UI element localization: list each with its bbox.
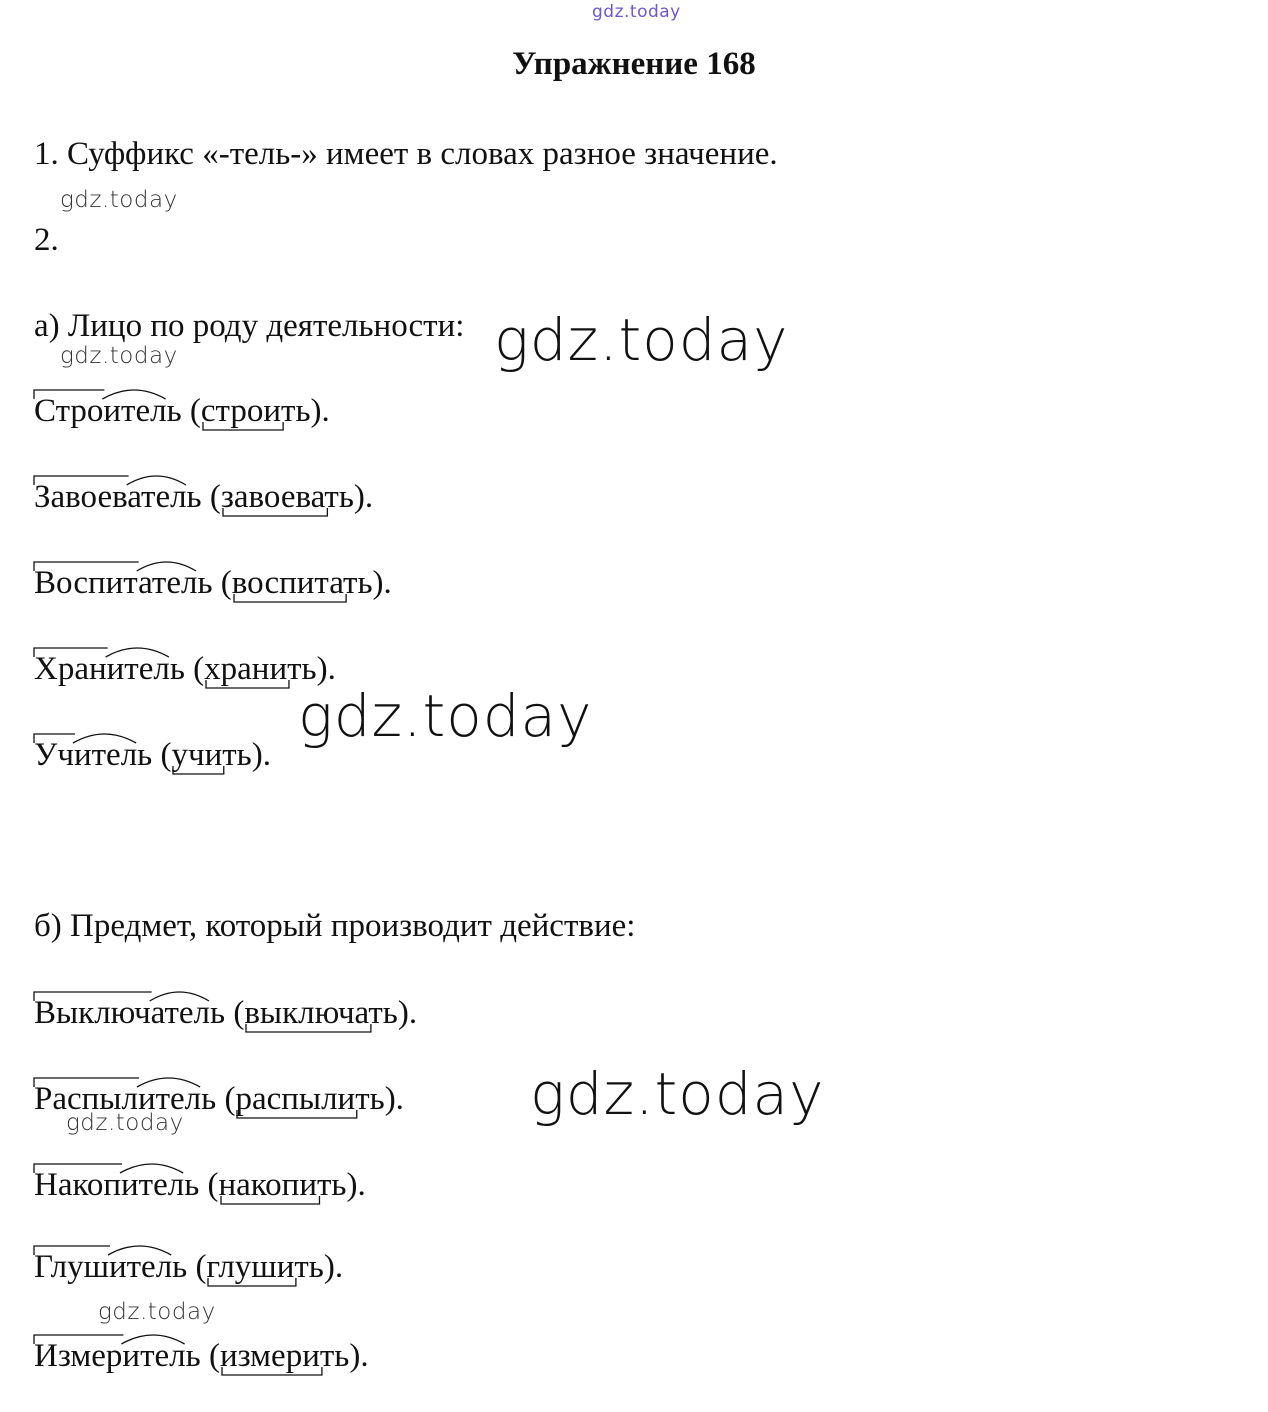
punctuation: ). bbox=[384, 1081, 404, 1117]
word-analysis-row bbox=[34, 1081, 404, 1118]
base-word-text: завоевать bbox=[220, 479, 354, 515]
derived-word-text: Завоеватель bbox=[34, 479, 202, 515]
derived-word bbox=[34, 565, 213, 602]
derived-word-text: Глушитель bbox=[34, 1249, 188, 1285]
base-word-group: (измерить ). bbox=[209, 1338, 369, 1375]
derived-word-text: Воспитатель bbox=[34, 565, 213, 601]
base-word bbox=[219, 1167, 347, 1203]
page-title: Упражнение 168 bbox=[512, 46, 756, 82]
watermark-large: gdz.today bbox=[298, 682, 593, 750]
derived-word-text: Хранитель bbox=[34, 651, 185, 687]
base-word-text: накопить bbox=[218, 1167, 347, 1203]
derived-word-text: Учитель bbox=[34, 737, 153, 773]
watermark-top: gdz.today bbox=[592, 2, 681, 22]
base-word-group: (распылить ). bbox=[224, 1081, 403, 1118]
derived-word bbox=[34, 1249, 187, 1286]
derived-word-text: Накопитель bbox=[34, 1167, 200, 1203]
watermark-small: gdz.today bbox=[98, 1299, 216, 1325]
word-analysis-row bbox=[34, 737, 271, 774]
base-word-group: (выключать ). bbox=[233, 995, 417, 1032]
derived-word bbox=[34, 995, 225, 1032]
punctuation: ). bbox=[316, 651, 336, 687]
base-word-text: строить bbox=[200, 393, 311, 429]
group-b-heading: б) Предмет, который производит действие: bbox=[34, 908, 636, 944]
word-analysis-row bbox=[34, 1167, 366, 1204]
base-word bbox=[201, 393, 311, 429]
base-word-group: (строить ). bbox=[190, 393, 330, 430]
base-word-group: (хранить ). bbox=[193, 651, 336, 688]
watermark-small: gdz.today bbox=[60, 187, 178, 213]
derived-word bbox=[34, 1081, 216, 1118]
punctuation: ). bbox=[353, 479, 374, 515]
punctuation: ). bbox=[251, 737, 271, 773]
base-word-text: глушить bbox=[206, 1249, 324, 1285]
base-word bbox=[235, 1081, 384, 1117]
derived-word-text: Измеритель bbox=[34, 1338, 201, 1374]
derived-word bbox=[34, 393, 182, 430]
watermark-large: gdz.today bbox=[494, 306, 789, 374]
derived-word bbox=[34, 1167, 199, 1204]
base-word-group: (глушить ). bbox=[195, 1249, 343, 1286]
base-word-group: (воспитать ). bbox=[221, 565, 392, 602]
punctuation: ). bbox=[372, 565, 392, 601]
word-analysis-row bbox=[34, 1338, 369, 1375]
base-word-text: воспитать bbox=[231, 565, 373, 601]
derived-word bbox=[34, 651, 185, 688]
base-word bbox=[220, 1338, 349, 1374]
derived-word bbox=[34, 737, 152, 774]
base-word bbox=[221, 479, 354, 515]
base-word-text: выключать bbox=[244, 995, 398, 1031]
derived-word bbox=[34, 1338, 201, 1375]
base-word-group: (накопить ). bbox=[208, 1167, 366, 1204]
derived-word-text: Строитель bbox=[34, 393, 182, 429]
base-word bbox=[244, 995, 398, 1031]
word-analysis-row bbox=[34, 995, 417, 1032]
task-2-label: 2. bbox=[34, 222, 59, 258]
punctuation: ). bbox=[310, 393, 330, 429]
word-analysis-row bbox=[34, 479, 373, 516]
base-word bbox=[232, 565, 373, 601]
base-word-group: (завоевать ). bbox=[210, 479, 373, 516]
punctuation: ). bbox=[349, 1338, 369, 1374]
word-analysis-row bbox=[34, 393, 330, 430]
group-a-heading: а) Лицо по роду деятельности: bbox=[34, 308, 465, 344]
base-word-text: хранить bbox=[204, 651, 317, 687]
word-analysis-row bbox=[34, 565, 392, 602]
derived-word-text: Распылитель bbox=[34, 1081, 217, 1117]
base-word-text: измерить bbox=[219, 1338, 350, 1374]
derived-word bbox=[34, 479, 202, 516]
punctuation: ). bbox=[397, 995, 418, 1031]
base-word bbox=[206, 1249, 323, 1285]
watermark-large: gdz.today bbox=[530, 1060, 825, 1128]
word-analysis-row bbox=[34, 1249, 343, 1286]
base-word-group: (учить ). bbox=[160, 737, 270, 774]
derived-word-text: Выключатель bbox=[34, 995, 226, 1031]
base-word bbox=[204, 651, 316, 687]
watermark-small: gdz.today bbox=[66, 1110, 184, 1136]
task-1-text: 1. Суффикс «-тель-» имеет в словах разное значение. bbox=[34, 136, 778, 172]
punctuation: ). bbox=[323, 1249, 344, 1285]
word-analysis-row bbox=[34, 651, 336, 688]
base-word bbox=[171, 737, 251, 773]
punctuation: ). bbox=[346, 1167, 366, 1203]
base-word-text: учить bbox=[171, 737, 252, 773]
watermark-small: gdz.today bbox=[60, 343, 178, 369]
base-word-text: распылить bbox=[235, 1081, 385, 1117]
